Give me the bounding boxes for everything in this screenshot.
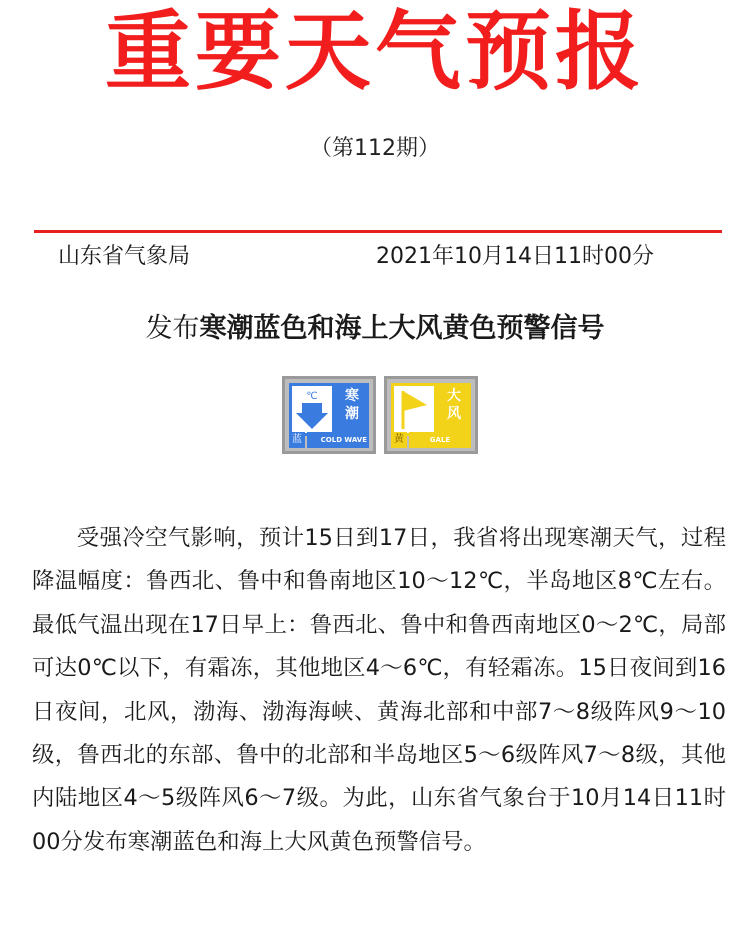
gale-signal-level: 黄 — [391, 432, 407, 448]
cold-wave-signal-level: 蓝 — [289, 432, 305, 448]
cold-wave-blue-signal — [282, 376, 376, 454]
gale-yellow-signal — [384, 376, 478, 454]
masthead-title: 重要天气预报 — [105, 2, 645, 102]
headline — [0, 311, 750, 347]
headline-prefix: 发布 — [145, 313, 200, 344]
cold-wave-signal-english: COLD WAVE — [307, 432, 369, 448]
headline-main: 寒潮蓝色和海上大风黄色预警信号 — [199, 313, 605, 344]
cold-wave-signal-name: 寒潮 — [345, 388, 359, 422]
gale-signal-english: GALE — [409, 432, 471, 448]
issuing-agency: 山东省气象局 — [58, 244, 191, 269]
issue-datetime: 2021年10月14日11时00分 — [376, 244, 654, 269]
warning-signals — [282, 376, 478, 454]
issue-number: （第112期） — [310, 136, 440, 161]
forecast-body: 受强冷空气影响，预计15日到17日，我省将出现寒潮天气，过程降温幅度：鲁西北、鲁中和鲁南地区10～12℃，半岛地区8℃左右。最低气温出现在17日早上：鲁西北、鲁中和鲁西南地区0～2℃，局部可达0℃以下，有霜冻，其他地区4～6℃，有轻霜冻。15日夜间到16日夜间，北风，渤海、渤海海峡、黄海北部和中部7～8级阵风9～10级，鲁西北的东部、鲁中的北部和半岛地区5～6级阵风7～8级，其他内陆地区4～5级阵风6～7级。为此，山东省气象台于10月14日11时00分发布寒潮蓝色和海上大风黄色预警信号。 — [32, 525, 726, 855]
gale-signal-name: 大风 — [447, 388, 461, 422]
svg-text:℃: ℃ — [306, 391, 318, 402]
red-divider — [34, 230, 722, 233]
